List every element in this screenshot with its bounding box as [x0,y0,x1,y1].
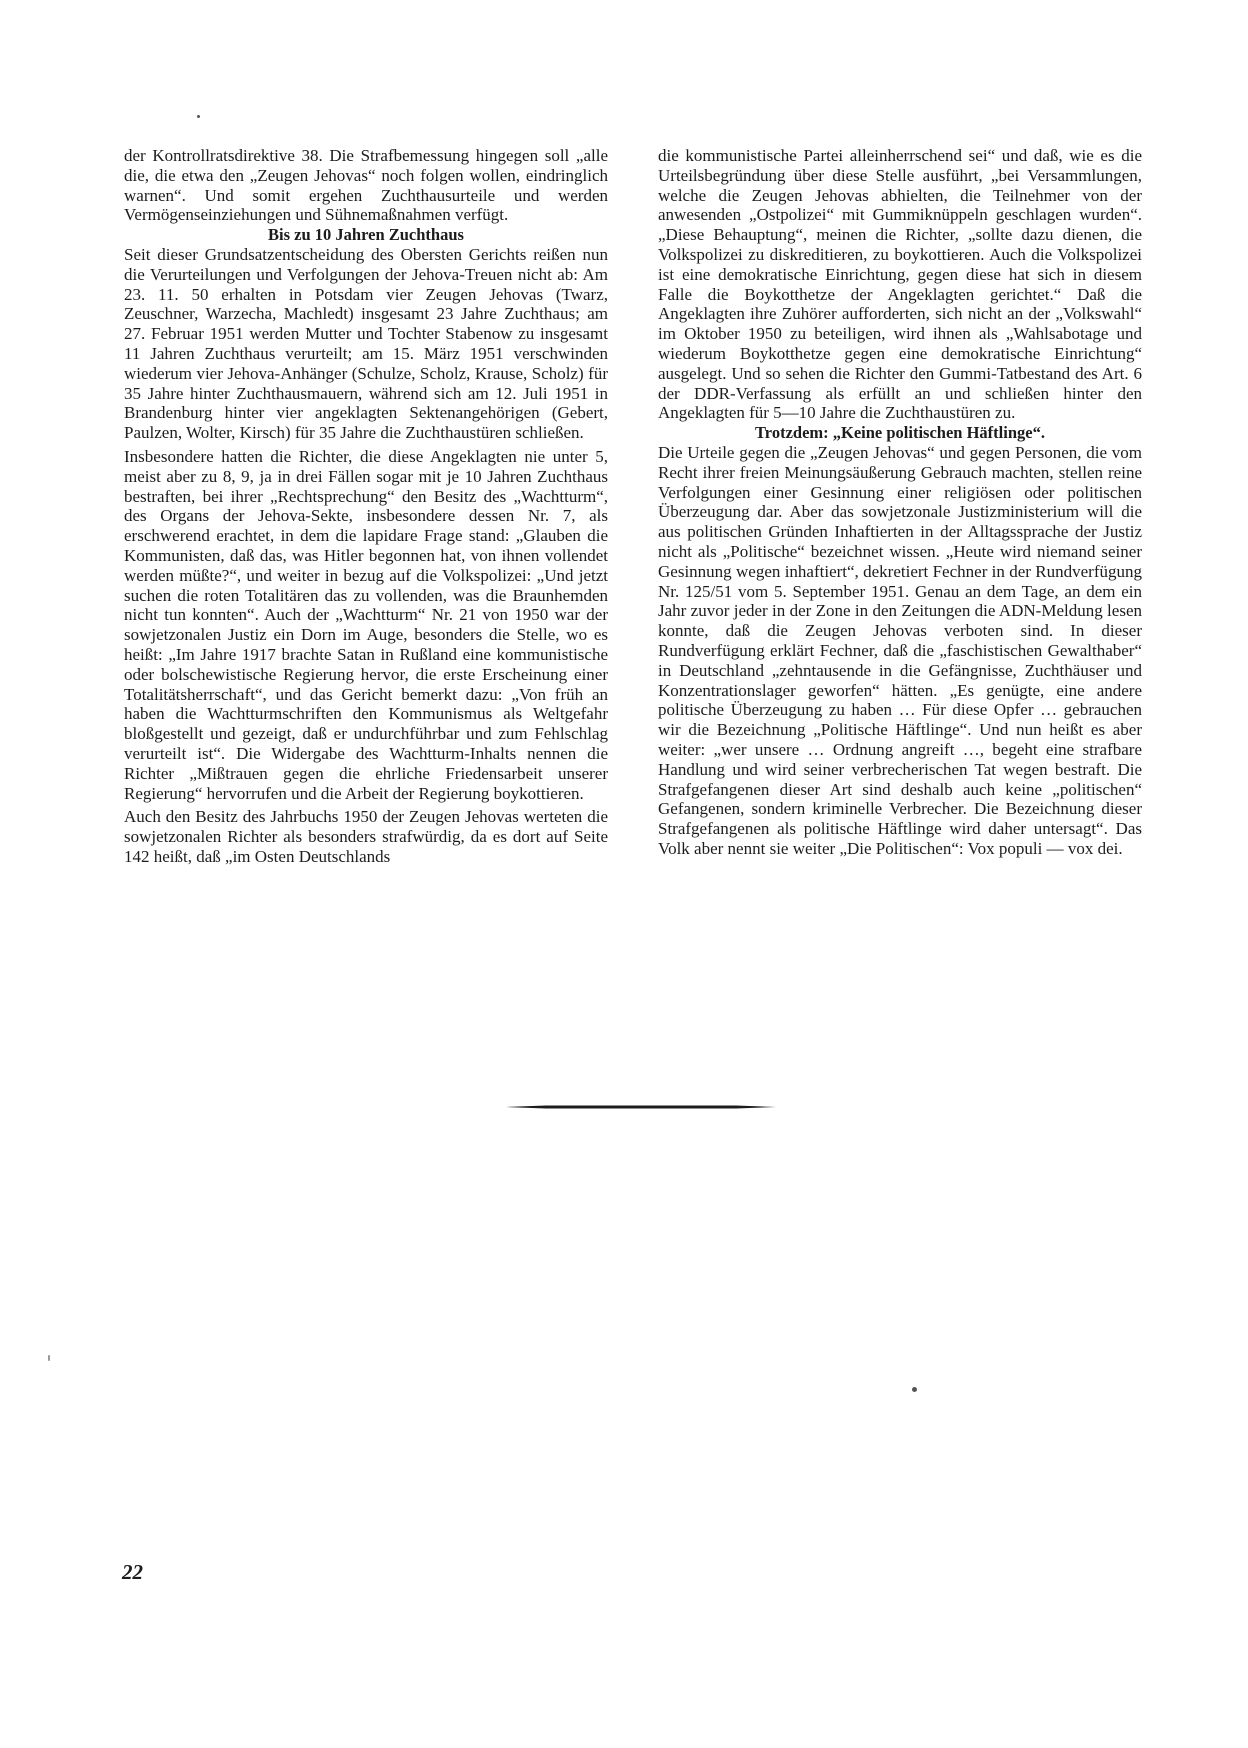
paragraph: Die Urteile gegen die „Zeugen Jehovas“ und gegen Personen, die vom Recht ihrer freien Meinungsäußerung Gebrauch machten, stellen reine Verfolgungen einer Gesinnung einer religiösen oder politischen Überzeugung dar. Aber das sowjetzonale Justizministerium will die aus politischen Gründen Inhaftierten in der Alltagssprache der Justiz nicht als „Politische“ bezeichnet wissen. „Heute wird niemand seiner Gesinnung wegen inhaftiert“, dekretiert Fechner in der Rundverfügung Nr. 125/51 vom 5. September 1951. Genau an dem Tage, an dem ein Jahr zuvor jeder in der Zone in den Zeitungen die ADN-Meldung lesen konnte, daß die Zeugen Jehovas verboten sind. In dieser Rundverfügung erklärt Fechner, daß die „faschistischen Gewalthaber“ in Deutschland „zehntausende in die Gefängnisse, Zuchthäuser und Konzentrationslager geworfen“ hätten. „Es genügte, eine andere politische Überzeugung zu haben … Für diese Opfer … gebrauchen wir die Bezeichnung „Politische Häftlinge“. Und nun heißt es aber weiter: „wer unsere … Ordnung angreift …, begeht eine strafbare Handlung und wird seiner verbrecherischen Tat wegen bestraft. Die Strafgefangenen dieser Art sind deshalb auch keine „politischen“ Gefangenen, sondern kriminelle Verbrecher. Die Bezeichnung dieser Strafgefangenen als politische Häftlinge wird daher untersagt“. Das Volk aber nennt sie weiter „Die Politischen“: Vox populi — vox dei. [658,442,1142,858]
paragraph: die kommunistische Partei alleinherrschend sei“ und daß, wie es die Urteilsbegründung über diese Stelle ausführt, „bei Versammlungen, welche die Zeugen Jehovas abhielten, die Teilnehmer von der anwesenden „Ostpolizei“ mit Gummiknüppeln geschlagen wurden“. „Diese Behauptung“, meinen die Richter, „sollte dazu dienen, die Volkspolizei zu diskreditieren, zu boykottieren. Auch die Volkspolizei ist eine demokratische Einrichtung, gegen diese hat sich in diesem Falle die Boykotthetze der Angeklagten gerichtet.“ Daß die Angeklagten ihre Zuhörer aufforderten, sich nicht an der „Volkswahl“ im Oktober 1950 zu beteiligen, wird ihnen als „Wahlsabotage und wiederum Boykotthetze gegen eine demokratische Einrichtung“ ausgelegt. Und so sehen die Richter den Gummi-Tatbestand des Art. 6 der DDR-Verfassung als erfüllt an und schließen hinter den Angeklagten für 5—10 Jahre die Zuchthaustüren zu. [658,146,1142,423]
left-column [124,146,608,867]
paragraph: Auch den Besitz des Jahrbuchs 1950 der Zeugen Jehovas werteten die sowjetzonalen Richter als besonders strafwürdig, da es dort auf Seite 142 heißt, daß „im Osten Deutschlands [124,807,608,866]
section-heading: Bis zu 10 Jahren Zuchthaus [268,225,464,245]
paragraph: Insbesondere hatten die Richter, die diese Angeklagten nie unter 5, meist aber zu 8, 9, ja in drei Fällen sogar mit je 10 Jahren Zuchthaus bestraften, bei ihrer „Rechtsprechung“ den Besitz des „Wachtturm“, des Organs der Jehova-Sekte, insbesondere dessen Nr. 7, als erschwerend erachtet, in dem die lapidare Frage stand: „Glauben die Kommunisten, daß das, was Hitler begonnen hat, von ihnen vollendet werden müßte?“, und weiter in bezug auf die Volkspolizei: „Und jetzt suchen die roten Totalitären das zu vollenden, was die Braunhemden nicht tun konnten“. Auch der „Wachtturm“ Nr. 21 von 1950 war der sowjetzonalen Justiz ein Dorn im Auge, besonders die Stelle, wo es heißt: „Im Jahre 1917 brachte Satan in Rußland eine kommunistische oder bolschewistische Regierung hervor, die erste Erscheinung einer Totalitätsherrschaft“, und das Gericht bemerkt dazu: „Von früh an haben die Wachtturmschriften den Kommunismus als Weltgefahr bloßgestellt und gezeigt, daß er undurchführbar und zum Fehlschlag verurteilt ist“. Die Widergabe des Wachtturm-Inhalts nennen die Richter „Mißtrauen gegen die ehrliche Friedensarbeit unserer Regierung“ hervorrufen und die Arbeit der Regierung boykottieren. [124,446,608,803]
paragraph: Seit dieser Grundsatzentscheidung des Obersten Gerichts reißen nun die Verurteilungen und Verfolgungen der Jehova-Treuen nicht ab: Am 23. 11. 50 erhalten in Potsdam vier Zeugen Jehovas (Twarz, Zeuschner, Warzecha, Machledt) insgesamt 23 Jahre Zuchthaus; am 27. Februar 1951 werden Mutter und Tochter Stabenow zu insgesamt 11 Jahren Zuchthaus verurteilt; am 15. März 1951 verschwinden wiederum vier Jehova-Anhänger (Schulze, Scholz, Krause, Scholz) für 35 Jahre hinter Zuchthausmauern, während sich am 12. Juli 1951 in Brandenburg hinter vier angeklagten Sektenangehörigen (Gebert, Paulzen, Wolter, Kirsch) für 35 Jahre die Zuchthaustüren schließen. [124,244,608,443]
paper-speck [912,1387,917,1392]
paper-speck [48,1355,50,1361]
paragraph: der Kontrollratsdirektive 38. Die Strafbemessung hingegen soll „alle die, die etwa den „Zeugen Jehovas“ noch folgen wollen, eindringlich warnen“. Und somit ergehen Zuchthausurteile und werden Vermögenseinziehungen und Sühnemaßnahmen verfügt. [124,146,608,225]
section-end-rule [506,1104,776,1110]
page-number: 22 [122,1560,143,1584]
paper-speck [197,115,200,118]
section-heading: Trotzdem: „Keine politischen Häftlinge“. [755,423,1045,443]
right-column [658,146,1142,859]
